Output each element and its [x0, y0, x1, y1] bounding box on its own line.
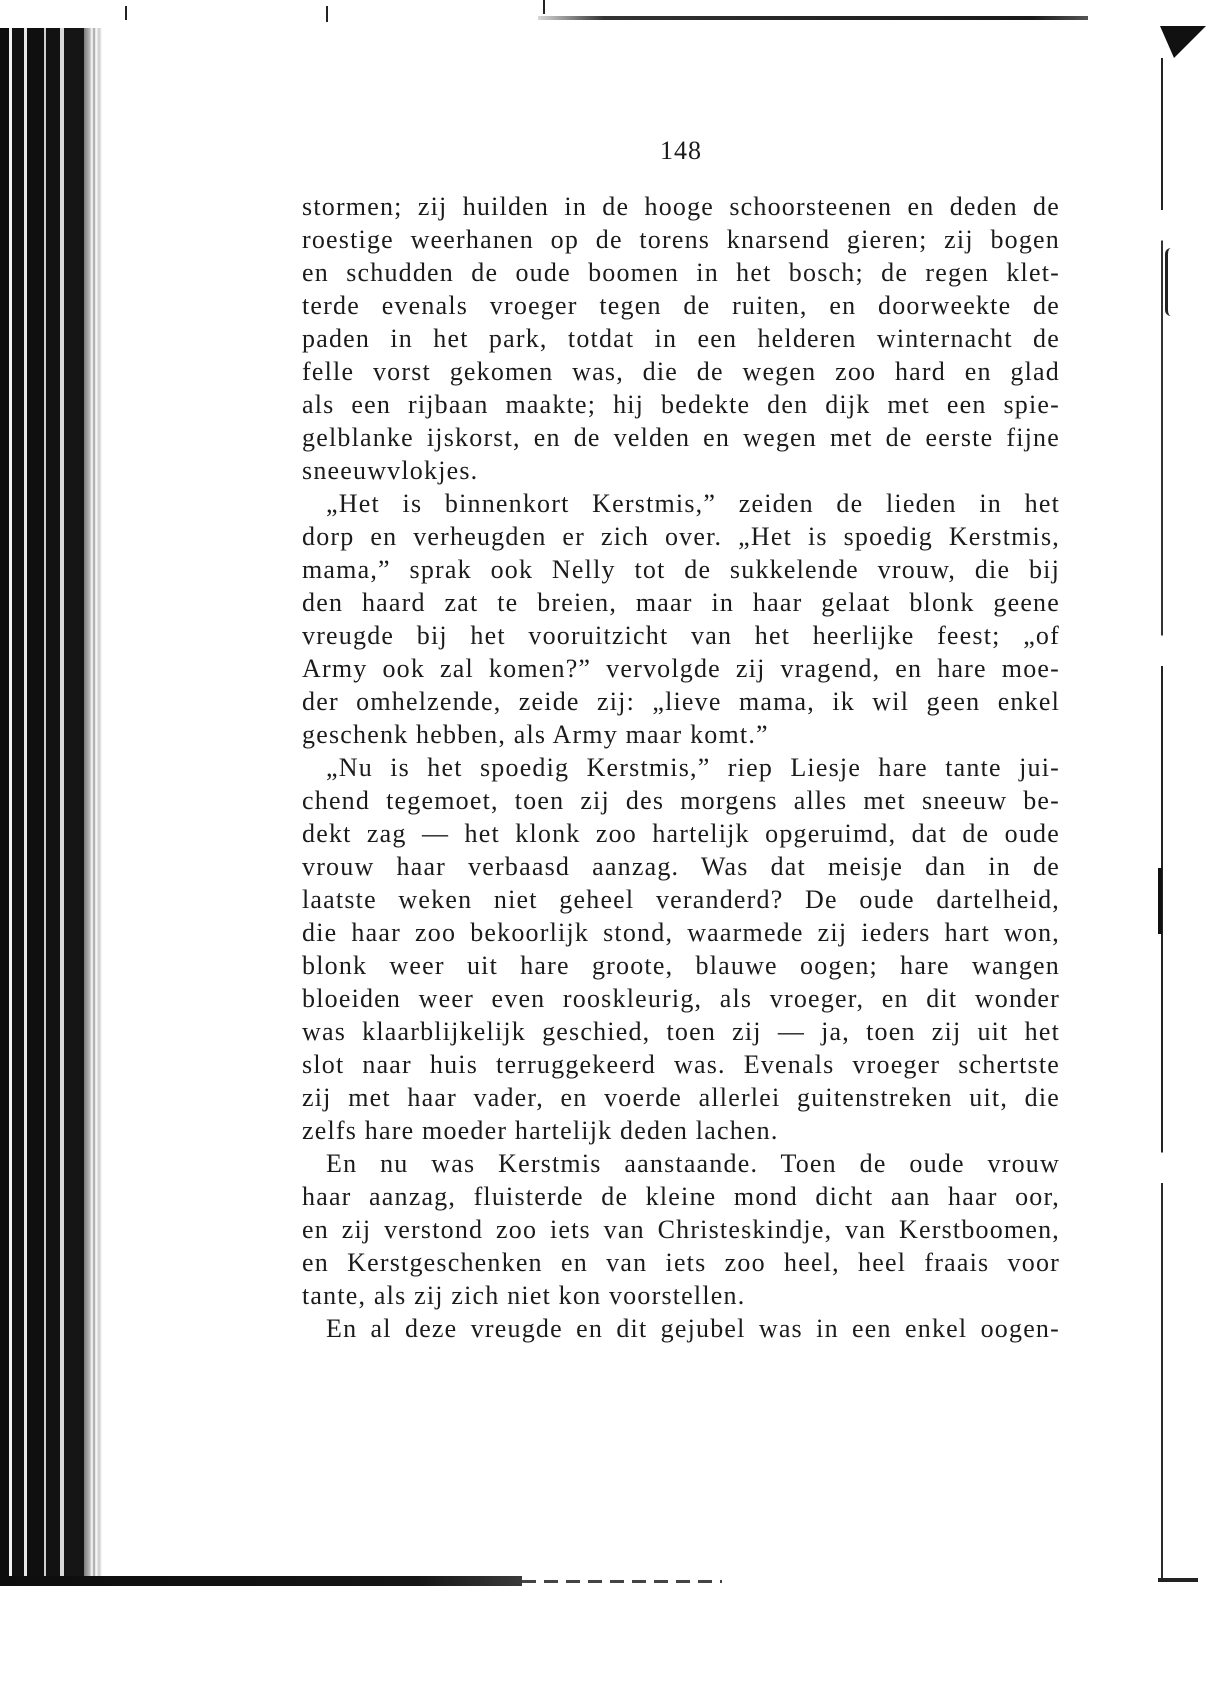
text-line: die haar zoo bekoorlijk stond, waarmede zij ieders hart won,: [302, 918, 1060, 947]
text-line: mama,” sprak ook Nelly tot de sukkelende vrouw, die bij: [302, 555, 1060, 584]
page-number: 148: [660, 136, 702, 165]
text-line: gelblanke ijskorst, en de velden en wegen met de eerste fijne: [302, 423, 1060, 452]
text-line: was klaarblijkelijk geschied, toen zij — ja, toen zij uit het: [302, 1017, 1060, 1046]
text-line: den haard zat te breien, maar in haar gelaat blonk geene: [302, 588, 1060, 617]
text-line: roestige weerhanen op de torens knarsend gieren; zij bogen: [302, 225, 1060, 254]
paragraph: [302, 190, 1060, 487]
text-line: En nu was Kerstmis aanstaande. Toen de oude vrouw: [326, 1149, 1060, 1178]
text-line: dorp en verheugden er zich over. „Het is spoedig Kerstmis,: [302, 522, 1060, 551]
scan-right-edge: [1161, 58, 1163, 1578]
text-line: zelfs hare moeder hartelijk deden lachen.: [302, 1116, 779, 1145]
text-line: en schudden de oude boomen in het bosch; de regen klet-: [302, 258, 1060, 287]
text-line: en Kerstgeschenken en van iets zoo heel, heel fraais voor: [302, 1248, 1060, 1277]
text-line: geschenk hebben, als Army maar komt.”: [302, 720, 769, 749]
scan-bottom-right-mark: [1158, 1578, 1198, 1582]
text-line: Army ook zal komen?” vervolgde zij vragend, en hare moe-: [302, 654, 1060, 683]
text-line: blonk weer uit hare groote, blauwe oogen; hare wangen: [302, 951, 1060, 980]
text-line: laatste weken niet geheel veranderd? De oude dartelheid,: [302, 885, 1060, 914]
text-line: tante, als zij zich niet kon voorstellen.: [302, 1281, 746, 1310]
text-line: sneeuwvlokjes.: [302, 456, 479, 485]
text-line: „Nu is het spoedig Kerstmis,” riep Liesje hare tante jui-: [326, 753, 1060, 782]
text-line: en zij verstond zoo iets van Christeskindje, van Kerstboomen,: [302, 1215, 1060, 1244]
scan-tick-mark: [326, 6, 328, 22]
text-line: dekt zag — het klonk zoo hartelijk opgeruimd, dat de oude: [302, 819, 1060, 848]
text-line: als een rijbaan maakte; hij bedekte den dijk met een spie-: [302, 390, 1060, 419]
scan-top-edge: [538, 16, 1088, 20]
scan-corner-mark: [1160, 26, 1206, 58]
scan-right-bracket: [1165, 248, 1174, 316]
text-line: vreugde bij het vooruitzicht van het heerlijke feest; „of: [302, 621, 1060, 650]
paragraph: [302, 487, 1060, 751]
binding-shadow: [0, 28, 102, 1576]
body-text: [302, 190, 1060, 1345]
text-line: slot naar huis terruggekeerd was. Evenals vroeger schertste: [302, 1050, 1060, 1079]
scan-tick-mark: [543, 0, 545, 14]
text-line: paden in het park, totdat in een helderen winternacht de: [302, 324, 1060, 353]
text-line: vrouw haar verbaasd aanzag. Was dat meisje dan in de: [302, 852, 1060, 881]
text-line: bloeiden weer even rooskleurig, als vroeger, en dit wonder: [302, 984, 1060, 1013]
text-line: haar aanzag, fluisterde de kleine mond dicht aan haar oor,: [302, 1182, 1060, 1211]
scan-tick-mark: [125, 6, 127, 20]
scan-bottom-edge: [0, 1576, 522, 1586]
text-line: der omhelzende, zeide zij: „lieve mama, ik wil geen enkel: [302, 687, 1060, 716]
scan-bottom-edge-tail: [522, 1580, 722, 1583]
paragraph: [302, 1147, 1060, 1312]
paragraph: [302, 751, 1060, 1147]
text-line: En al deze vreugde en dit gejubel was in een enkel oogen-: [326, 1314, 1060, 1343]
scan-right-segment: [1158, 868, 1162, 934]
paragraph: [302, 1312, 1060, 1345]
text-line: stormen; zij huilden in de hooge schoorsteenen en deden de: [302, 192, 1060, 221]
text-line: chend tegemoet, toen zij des morgens alles met sneeuw be-: [302, 786, 1060, 815]
text-line: felle vorst gekomen was, die de wegen zoo hard en glad: [302, 357, 1060, 386]
text-line: terde evenals vroeger tegen de ruiten, en doorweekte de: [302, 291, 1060, 320]
text-line: „Het is binnenkort Kerstmis,” zeiden de lieden in het: [326, 489, 1060, 518]
text-line: zij met haar vader, en voerde allerlei guitenstreken uit, die: [302, 1083, 1060, 1112]
